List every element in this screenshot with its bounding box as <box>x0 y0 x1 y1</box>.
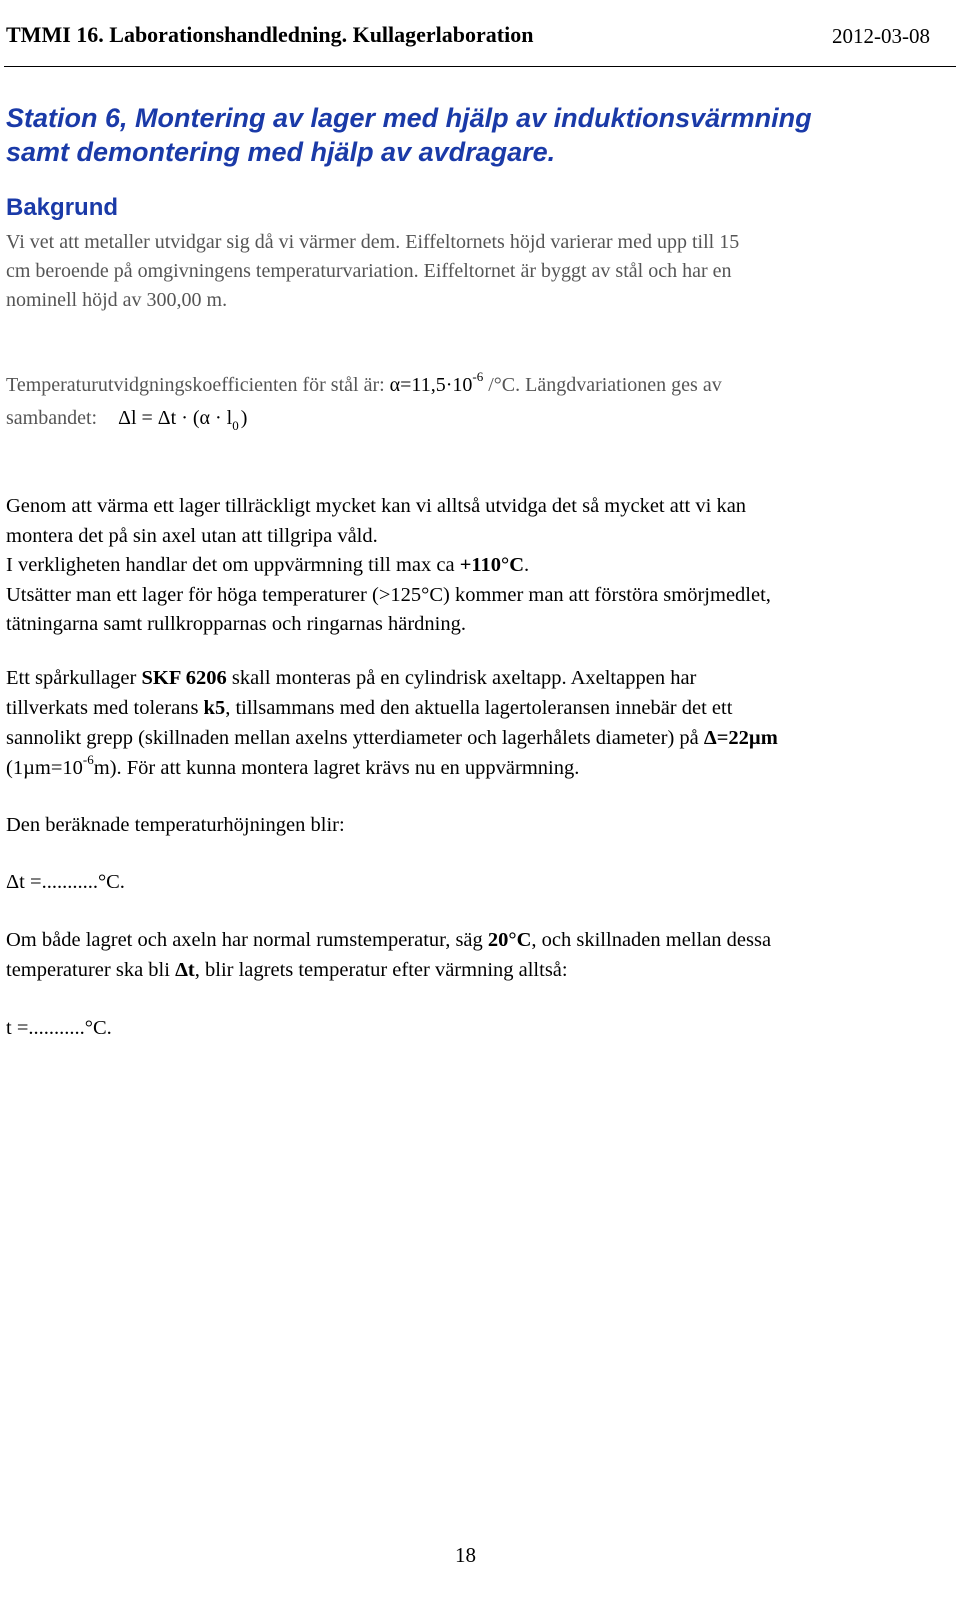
max-temperature: +110°C <box>459 554 525 576</box>
header-rule <box>4 66 956 67</box>
heating-line: tätningarna samt rullkropparnas och ringarnas härdning. <box>6 613 466 635</box>
t-result: t =...........°C. <box>6 1017 112 1039</box>
bearing-model: SKF 6206 <box>141 667 227 689</box>
micro-exponent: -6 <box>82 752 94 767</box>
heating-line <box>6 554 529 577</box>
bearing-text: (1µm=10 <box>6 757 83 779</box>
formula-rhs: ) <box>240 407 248 429</box>
bearing-text: tillverkats med tolerans <box>6 697 204 719</box>
room-text: , blir lagrets temperatur efter värmning alltså: <box>194 959 568 981</box>
bearing-line <box>6 667 696 690</box>
bearing-text: sannolikt grepp (skillnaden mellan axelns ytterdiameter och lagerhålets diameter) på <box>6 727 704 749</box>
background-line: cm beroende på omgivningens temperaturvariation. Eiffeltornet är byggt av stål och har en <box>6 260 732 282</box>
heating-line: Genom att värma ett lager tillräckligt mycket kan vi alltså utvidga det så mycket att vi kan <box>6 495 747 517</box>
bearing-text: , tillsammans med den aktuella lagertoleransen innebär det ett <box>225 697 733 719</box>
bearing-line <box>6 752 580 780</box>
heating-line: montera det på sin axel utan att tillgripa våld. <box>6 525 378 547</box>
formula-line <box>6 407 248 433</box>
coefficient-unit: /°C. Längdvariationen ges av <box>483 374 722 396</box>
document-date: 2012-03-08 <box>832 24 930 48</box>
room-text: , och skillnaden mellan dessa <box>531 929 772 951</box>
coefficient-line: Temperaturutvidgningskoefficienten för stål är: $\alpha=11,5\cdot 10^{-6}$ /°C. Längdvariationen ges av <box>6 369 722 396</box>
interference-value: Δ=22µm <box>703 727 778 749</box>
station-title-line2: samt demontering med hjälp av avdragare. <box>6 137 556 167</box>
background-line: nominell höjd av 300,00 m. <box>6 289 228 311</box>
heating-line3-prefix: I verkligheten handlar det om uppvärmning till max ca <box>6 554 460 576</box>
section-heading: Bakgrund <box>6 194 119 221</box>
bearing-line <box>6 727 778 750</box>
calc-label: Den beräknade temperaturhöjningen blir: <box>6 814 345 836</box>
background-line: Vi vet att metaller utvidgar sig då vi värmer dem. Eiffeltornets höjd varierar med upp till 15 <box>6 231 740 253</box>
formula-lhs: Δl = Δt · (α · l <box>118 407 233 429</box>
page-number: 18 <box>455 1543 476 1567</box>
delta-t-result: Δt =...........°C. <box>6 871 125 893</box>
delta-t-symbol: Δt <box>175 959 195 981</box>
room-line <box>6 929 771 952</box>
bearing-text: skall monteras på en cylindrisk axeltapp. Axeltappen har <box>226 667 697 689</box>
alpha-value: α=11,5 <box>389 374 446 396</box>
coefficient-prefix: Temperaturutvidgningskoefficienten för stål är: <box>6 374 390 396</box>
heating-line: Utsätter man ett lager för höga temperaturer (>125°C) kommer man att förstöra smörjmedlet, <box>6 584 771 606</box>
bearing-text: m). För att kunna montera lagret krävs nu en uppvärmning. <box>93 757 580 779</box>
room-temperature: 20°C <box>487 929 532 951</box>
bearing-text: Ett spårkullager <box>6 667 142 689</box>
room-text: Om både lagret och axeln har normal rumstemperatur, säg <box>6 929 488 951</box>
room-text: temperaturer ska bli <box>6 959 176 981</box>
room-line <box>6 959 568 982</box>
station-title-line1: Station 6, Montering av lager med hjälp av induktionsvärmning <box>6 103 812 133</box>
document-header-title: TMMI 16. Laborationshandledning. Kullagerlaboration <box>6 22 534 47</box>
ten-base: 10 <box>452 374 473 396</box>
sambandet-label: sambandet: <box>6 407 98 429</box>
heating-line3-suffix: . <box>524 554 530 576</box>
exponent: -6 <box>472 369 484 384</box>
formula-subscript: 0 <box>232 418 239 433</box>
tolerance-class: k5 <box>203 697 226 719</box>
bearing-line <box>6 697 732 720</box>
